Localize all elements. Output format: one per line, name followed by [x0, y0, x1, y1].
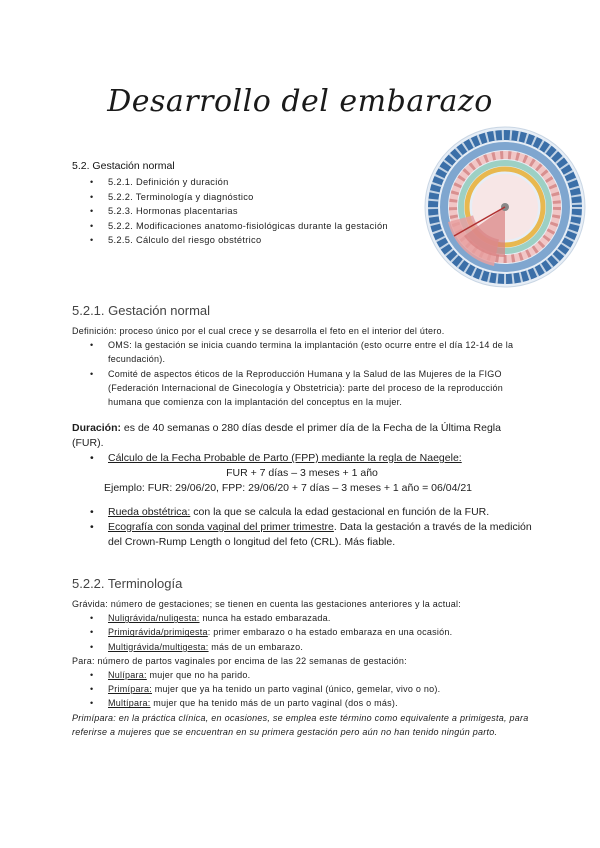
terminology-block: [72, 597, 532, 739]
list-item: • OMS: la gestación se inicia cuando termina la implantación (esto ocurre entre el día 12-14 de la fecundación).: [90, 340, 514, 365]
term-label: Multípara:: [108, 698, 151, 709]
term-label: Primípara:: [108, 684, 153, 695]
toc-list: [90, 175, 388, 248]
list-item: • Rueda obstétrica: con la que se calcula la edad gestacional en función de la FUR.: [90, 506, 490, 518]
rueda-text: con la que se calcula la edad gestacional en función de la FUR.: [190, 506, 490, 518]
page-title: Desarrollo del embarazo: [107, 84, 493, 119]
toc-item: • 5.2.5. Cálculo del riesgo obstétrico: [90, 233, 388, 248]
section-title-terminologia: 5.2.2. Terminología: [72, 576, 183, 591]
toc-item: • 5.2.3. Hormonas placentarias: [90, 204, 388, 219]
toc-item: • 5.2.1. Definición y duración: [90, 175, 388, 190]
list-item: • Nuligrávida/nuligesta: nunca ha estado embarazada.: [90, 613, 331, 624]
section-title-gestacion: 5.2.1. Gestación normal: [72, 303, 211, 318]
duration-block: [72, 421, 532, 550]
list-item: • Ecografía con sonda vaginal del primer trimestre. Data la gestación a través de la medición del Crown-Rump Length o longitud del feto (CRL). Más fiable.: [90, 521, 532, 548]
term-text: : primer embarazo o ha estado embaraza en una ocasión.: [207, 627, 453, 638]
duration-label: Duración:: [72, 422, 122, 434]
term-text: mujer que ya ha tenido un parto vaginal (único, gemelar, vivo o no).: [152, 684, 441, 695]
rueda-label: Rueda obstétrica:: [108, 506, 191, 518]
list-item: • Multípara: mujer que ha tenido más de un parto vaginal (dos o más).: [90, 698, 398, 709]
toc-heading: 5.2. Gestación normal: [72, 160, 175, 172]
term-text: mujer que ha tenido más de un parto vaginal (dos o más).: [150, 698, 398, 709]
term-label: Nulípara:: [108, 670, 147, 681]
term-label: Primigrávida/primigesta: [108, 627, 208, 638]
eco-label: Ecografía con sonda vaginal del primer trimestre: [108, 521, 334, 533]
term-text: nunca ha estado embarazada.: [199, 613, 331, 624]
obstetric-wheel-image: [424, 126, 586, 288]
list-item: • Cálculo de la Fecha Probable de Parto (FPP) mediante la regla de Naegele:: [90, 452, 462, 464]
term-label: Nuligrávida/nuligesta:: [108, 613, 200, 624]
eco-text: . Data la gestación a través de la medición del Crown-Rump Length o longitud del feto (CRL). Más fiable.: [108, 521, 532, 548]
list-item: • Primigrávida/primigesta: primer embarazo o ha estado embaraza en una ocasión.: [90, 627, 453, 638]
list-item: • Primípara: mujer que ya ha tenido un parto vaginal (único, gemelar, vivo o no).: [90, 684, 441, 695]
term-text: más de un embarazo.: [208, 641, 304, 652]
oms-text: OMS: la gestación se inicia cuando termina la implantación (esto ocurre entre el día 12-14 de la fecundación).: [108, 340, 514, 365]
primipara-note: Primípara: en la práctica clínica, en ocasiones, se emplea este término como equivalente a primigesta, para referirse a mujeres que se encuentran en su primera gestación pero aún no han tenido ningún parto.: [72, 712, 529, 737]
gravida-text: Grávida: número de gestaciones; se tienen en cuenta las gestaciones anteriores y la actual:: [72, 599, 461, 609]
term-text: mujer que no ha parido.: [146, 670, 251, 681]
list-item: • Comité de aspectos éticos de la Reproducción Humana y la Salud de las Mujeres de la FIGO (Federación Internacional de Ginecología y Obstetricia): parte del proceso de la reproducción humana que comienza con la implantación del conceptus en la mujer.: [90, 368, 503, 408]
list-item: • Nulípara: mujer que no ha parido.: [90, 670, 251, 681]
toc-item: • 5.2.2. Modificaciones anatomo-fisiológicas durante la gestación: [90, 219, 388, 234]
fpp-formula: FUR + 7 días – 3 meses + 1 año: [226, 467, 378, 479]
definition-block: [72, 324, 532, 409]
fpp-title: Cálculo de la Fecha Probable de Parto (FPP) mediante la regla de Naegele:: [108, 452, 462, 464]
figo-text: Comité de aspectos éticos de la Reproducción Humana y la Salud de las Mujeres de la FIGO (Federación Internacional de Ginecología y Obstetricia): parte del proceso de la reproducción humana que comienza con la implantación del conceptus en la mujer.: [108, 368, 503, 408]
definition-label: Definición: [72, 326, 115, 336]
para-text: Para: número de partos vaginales por encima de las 22 semanas de gestación:: [72, 655, 407, 666]
toc-item: • 5.2.2. Terminología y diagnóstico: [90, 190, 388, 205]
fpp-example: Ejemplo: FUR: 29/06/20, FPP: 29/06/20 + 7 días – 3 meses + 1 año = 06/04/21: [104, 482, 473, 494]
term-label: Multigrávida/multigesta:: [108, 641, 209, 652]
duration-text: es de 40 semanas o 280 días desde el primer día de la Fecha de la Última Regla (FUR).: [72, 422, 501, 449]
definition-text: : proceso único por el cual crece y se desarrolla el feto en el interior del útero.: [114, 326, 445, 336]
list-item: • Multigrávida/multigesta: más de un embarazo.: [90, 641, 304, 652]
